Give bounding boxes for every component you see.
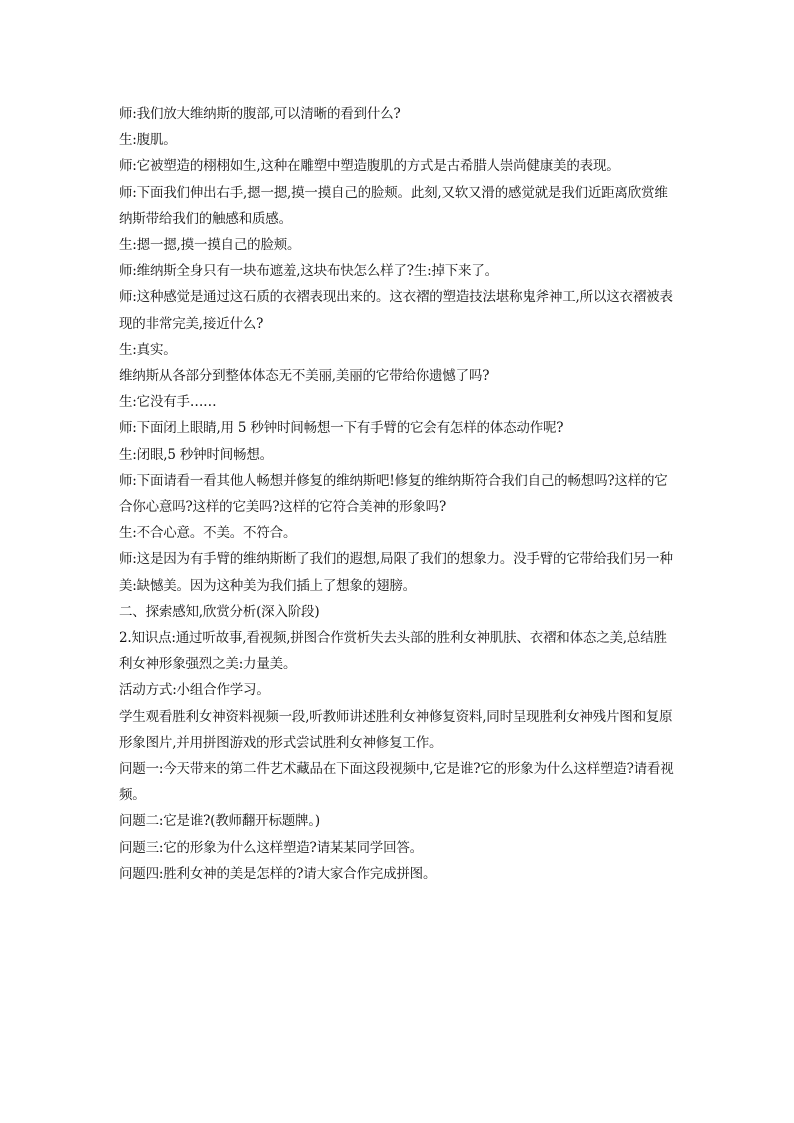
paragraph: 问题三:它的形象为什么这样塑造?请某某同学回答。 — [119, 839, 423, 856]
section-heading: 二、探索感知,欣赏分析(深入阶段) — [119, 603, 320, 620]
paragraph: 师:下面我们伸出右手,摁一摁,摸一摸自己的脸颊。此刻,又软又滑的感觉就是我们近距离欣赏维纳斯带给我们的触感和质感。 — [119, 184, 668, 227]
paragraph: 生:摁一摁,摸一摸自己的脸颊。 — [119, 237, 301, 254]
paragraph: 活动方式:小组合作学习。 — [119, 682, 270, 699]
document-body — [119, 101, 679, 887]
paragraph: 生:闭眼,5 秒钟时间畅想。 — [119, 446, 273, 463]
paragraph: 2.知识点:通过听故事,看视频,拼图合作赏析失去头部的胜利女神肌肤、衣褶和体态之美,总结胜利女神形象强烈之美:力量美。 — [119, 630, 667, 673]
paragraph: 问题一:今天带来的第二件艺术藏品在下面这段视频中,它是谁?它的形象为什么这样塑造?请看视频。 — [119, 761, 674, 804]
paragraph: 生:真实。 — [119, 341, 177, 358]
paragraph: 师:下面请看一看其他人畅想并修复的维纳斯吧!修复的维纳斯符合我们自己的畅想吗?这样的它合你心意吗?这样的它美吗?这样的它符合美神的形象吗? — [119, 472, 668, 516]
paragraph: 问题二:它是谁?(教师翻开标题牌。) — [119, 813, 320, 830]
paragraph: 师:下面闭上眼睛,用 5 秒钟时间畅想一下有手臂的它会有怎样的体态动作呢? — [119, 420, 564, 437]
paragraph: 师:这种感觉是通过这石质的衣褶表现出来的。这衣褶的塑造技法堪称鬼斧神工,所以这衣褶被表现的非常完美,接近什么? — [119, 289, 673, 332]
paragraph: 师:我们放大维纳斯的腹部,可以清晰的看到什么? — [119, 106, 401, 122]
paragraph: 师:这是因为有手臂的维纳斯断了我们的遐想,局限了我们的想象力。没手臂的它带给我们另一种美:缺憾美。因为这种美为我们插上了想象的翅膀。 — [119, 551, 673, 594]
paragraph: 师:维纳斯全身只有一块布遮羞,这块布快怎么样了?生:掉下来了。 — [119, 263, 498, 280]
paragraph: 生:腹肌。 — [119, 132, 177, 149]
paragraph: 问题四:胜利女神的美是怎样的?请大家合作完成拼图。 — [119, 865, 437, 882]
paragraph: 师:它被塑造的栩栩如生,这种在雕塑中塑造腹肌的方式是古希腊人崇尚健康美的表现。 — [119, 158, 620, 175]
paragraph: 学生观看胜利女神资料视频一段,听教师讲述胜利女神修复资料,同时呈现胜利女神残片图和复原形象图片,并用拼图游戏的形式尝试胜利女神修复工作。 — [119, 708, 673, 751]
paragraph: 生:不合心意。不美。不符合。 — [119, 525, 297, 542]
paragraph: 生:它没有手…… — [119, 394, 217, 411]
paragraph: 维纳斯从各部分到整体体态无不美丽,美丽的它带给你遗憾了吗? — [119, 368, 490, 385]
